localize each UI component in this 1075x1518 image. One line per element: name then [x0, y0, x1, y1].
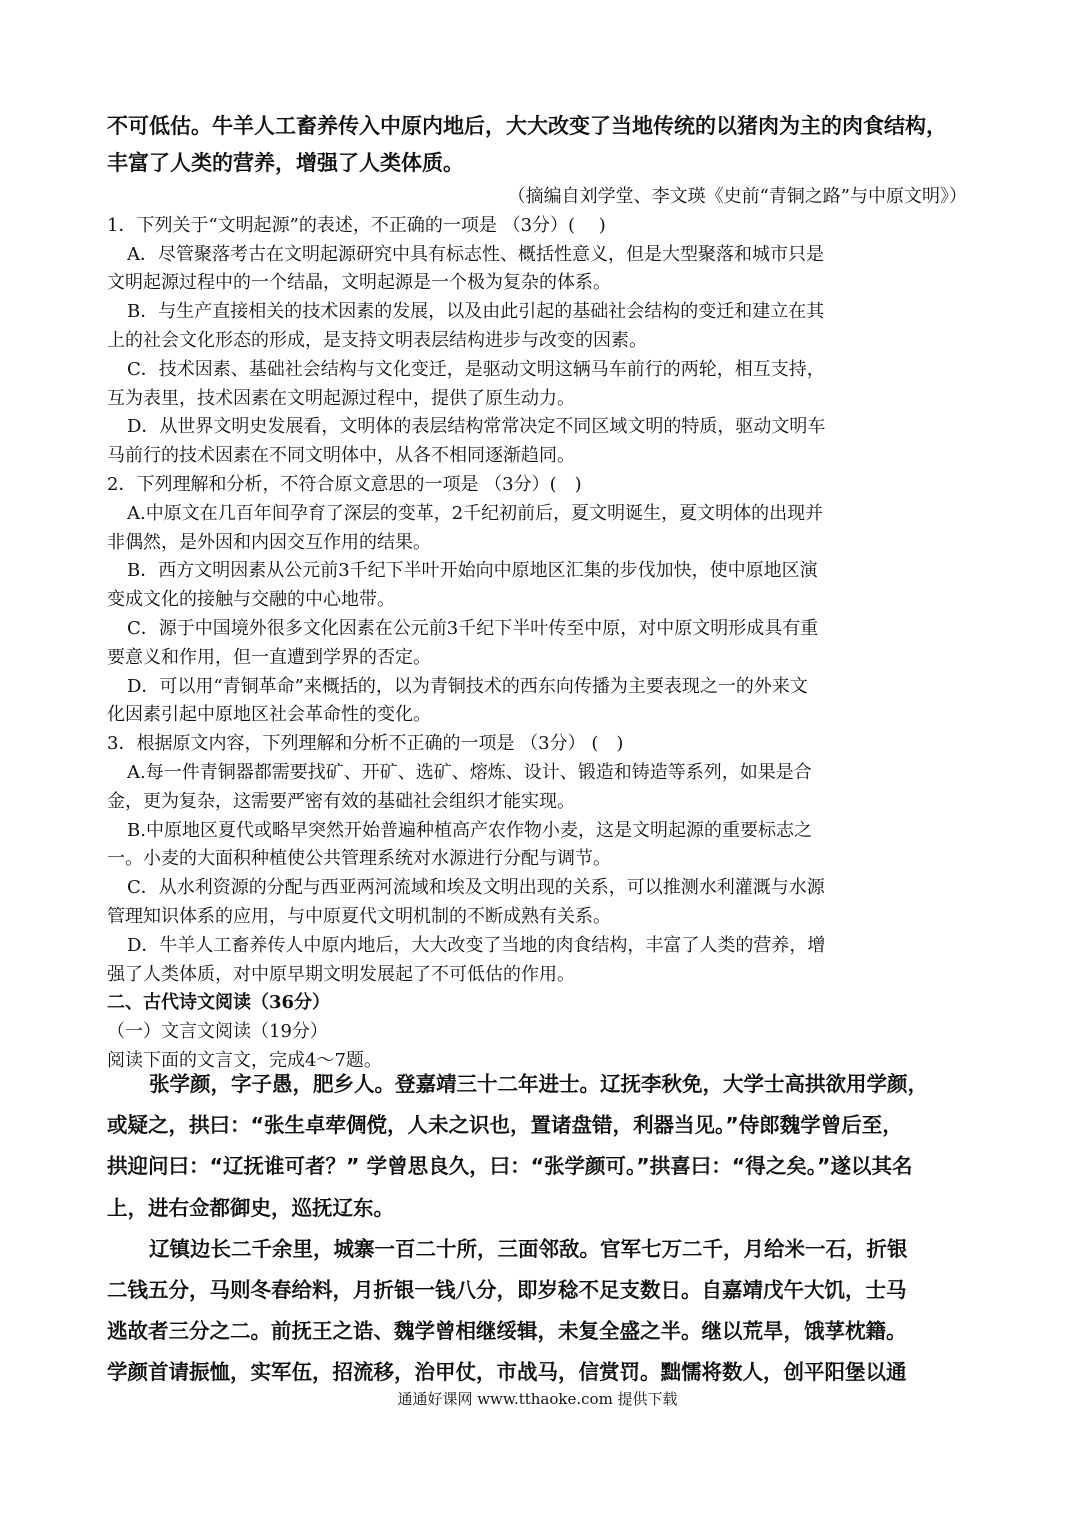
para2-line: 逃故者三分之二。前抚王之诰、魏学曾相继绥辑，未复全盛之半。继以荒旱，饿莩枕籍。 [107, 1319, 907, 1344]
option-b-line-2: 一。小麦的大面积种植使公共管理系统对水源进行分配与调节。 [107, 848, 611, 870]
para1-line: 拱迎问曰：“辽抚谁可者？” 学曾思良久，曰：“张学颜可。”拱喜曰：“得之矣。”遂以其名 [107, 1154, 913, 1179]
option-d-line-2: 马前行的技术因素在不同文明体中，从各不相同逐渐趋同。 [107, 445, 575, 467]
intro-paragraph [107, 108, 977, 182]
option-b-line-2: 变成文化的接触与交融的中心地带。 [107, 589, 395, 611]
option-d-line-2: 化因素引起中原地区社会革命性的变化。 [107, 704, 431, 726]
option-c-line-2: 互为表里，技术因素在文明起源过程中，提供了原生动力。 [107, 387, 575, 409]
option-c-line-2: 要意义和作用，但一直遭到学界的否定。 [107, 646, 431, 668]
para1-line: 或疑之，拱曰：“张生卓荦倜傥，人未之识也，置诸盘错，利器当见。”侍郎魏学曾后至， [107, 1113, 903, 1138]
option-b-line-1: B．与生产直接相关的技术因素的发展，以及由此引起的基础社会结构的变迁和建立在其 [127, 301, 825, 323]
questions-section [107, 183, 977, 1076]
option-d-line-1: D．从世界文明史发展看，文明体的表层结构常常决定不同区域文明的特质，驱动文明车 [127, 416, 826, 438]
para2-line: 辽镇边长二千余里，城寨一百二十所，三面邻敌。官军七万二千，月给米一石，折银 [149, 1236, 908, 1261]
option-c-line-1: C．技术因素、基础社会结构与文化变迁，是驱动文明这辆马车前行的两轮，相互支持， [127, 358, 825, 380]
option-c-line-1: C．源于中国境外很多文化因素在公元前3千纪下半叶传至中原，对中原文明形成具有重 [127, 617, 819, 639]
option-a-line-2: 文明起源过程中的一个结晶，文明起源是一个极为复杂的体系。 [107, 272, 611, 294]
para1-line: 上，进右佥都御史，巡抚辽东。 [107, 1195, 394, 1220]
para1-line: 张学颜，字子愚，肥乡人。登嘉靖三十二年进士。辽抚李秋免，大学士高拱欲用学颜， [149, 1072, 928, 1096]
option-d-line-2: 强了人类体质，对中原早期文明发展起了不可低估的作用。 [107, 963, 575, 985]
reading-instruction: 阅读下面的文言文，完成4～7题。 [107, 1049, 382, 1071]
option-a-line-1: A．尽管聚落考古在文明起源研究中具有标志性、概括性意义，但是大型聚落和城市只是 [127, 243, 824, 265]
option-b-line-2: 上的社会文化形态的形成，是支持文明表层结构进步与改变的因素。 [107, 329, 647, 351]
option-a-line-2: 金，更为复杂，这需要严密有效的基础社会组织才能实现。 [107, 790, 575, 812]
option-a-line-1: A.每一件青铜器都需要找矿、开矿、选矿、熔炼、设计、锻造和铸造等系列，如果是合 [127, 761, 812, 783]
option-a-line-2: 非偶然，是外因和内因交互作用的结果。 [107, 531, 431, 553]
intro-line: 丰富了人类的营养，增强了人类体质。 [107, 151, 464, 175]
option-b-line-1: B．西方文明因素从公元前3千纪下半叶开始向中原地区汇集的步伐加快，使中原地区演 [127, 560, 818, 582]
question-stem: 1．下列关于“文明起源”的表述，不正确的一项是 （3分）( ) [107, 214, 606, 236]
para2-line: 学颜首请振恤，实军伍，招流移，治甲仗，市战马，信赏罚。黜懦将数人，创平阳堡以通 [107, 1360, 907, 1385]
classical-text [107, 1064, 977, 1394]
subsection-title: （一）文言文阅读（19分） [107, 1021, 328, 1043]
option-d-line-1: D．可以用“青铜革命”来概括的，以为青铜技术的西东向传播为主要表现之一的外来文 [127, 675, 808, 697]
section-title: 二、古代诗文阅读（36分） [107, 992, 331, 1014]
intro-line: 不可低估。牛羊人工畜养传入中原内地后，大大改变了当地传统的以猪肉为主的肉食结构， [107, 114, 947, 138]
page-footer: 通通好课网 www.tthaoke.com 提供下载 [397, 1390, 678, 1408]
source-citation: （摘编自刘学堂、李文瑛《史前“青铜之路”与中原文明》） [507, 186, 967, 207]
option-d-line-1: D．牛羊人工畜养传人中原内地后，大大改变了当地的肉食结构，丰富了人类的营养，增 [127, 934, 826, 956]
option-b-line-1: B.中原地区夏代或略早突然开始普遍种植高产农作物小麦，这是文明起源的重要标志之 [127, 819, 812, 841]
question-stem: 3．根据原文内容，下列理解和分析不正确的一项是 （3分） ( ) [107, 733, 624, 755]
option-c-line-1: C．从水利资源的分配与西亚两河流域和埃及文明出现的关系，可以推测水利灌溉与水源 [127, 877, 825, 899]
option-c-line-2: 管理知识体系的应用，与中原夏代文明机制的不断成熟有关系。 [107, 905, 611, 927]
question-stem: 2．下列理解和分析，不符合原文意思的一项是 （3分）( ) [107, 473, 582, 495]
option-a-line-1: A.中原文在几百年间孕育了深层的变革，2千纪初前后，夏文明诞生，夏文明体的出现并 [127, 502, 824, 524]
para2-line: 二钱五分，马则冬春给料，月折银一钱八分，即岁稔不足支数日。自嘉靖戊午大饥，士马 [107, 1277, 907, 1302]
